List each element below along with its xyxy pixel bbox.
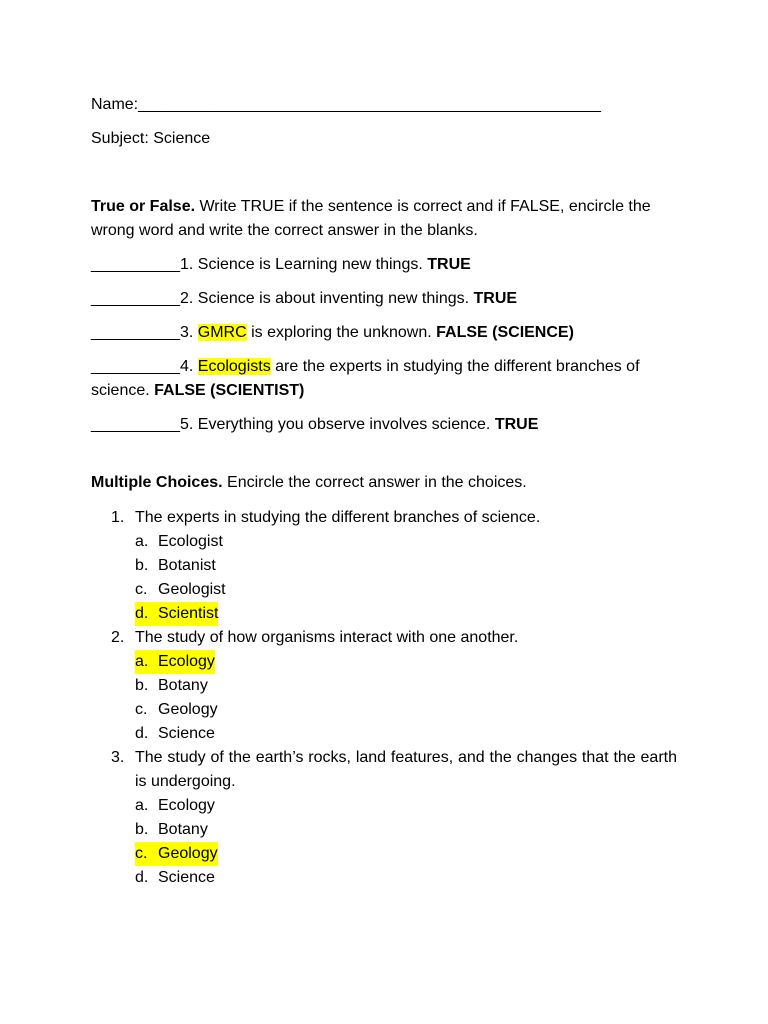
option-highlighted — [91, 650, 677, 674]
item-answer: FALSE (SCIENTIST) — [154, 382, 305, 399]
true-false-list — [91, 253, 677, 437]
item-text: Everything you observe involves science. — [193, 416, 495, 433]
item-answer: FALSE (SCIENCE) — [436, 324, 574, 341]
true-false-instructions — [91, 195, 677, 243]
answer-blank: __________ — [91, 290, 180, 307]
option-text: Botany — [158, 677, 208, 694]
true-false-instruction-text: Write TRUE if the sentence is correct and if FALSE, encircle the wrong word and write the correct answer in the blanks. — [91, 198, 651, 239]
option — [91, 866, 677, 890]
item-answer: TRUE — [494, 416, 539, 433]
question-number-cell — [91, 746, 135, 794]
true-false-item — [91, 413, 677, 437]
question-text: The experts in studying the different branches of science. — [135, 509, 541, 526]
true-false-item — [91, 321, 677, 345]
option-letter: c. — [135, 842, 158, 866]
name-line — [91, 93, 677, 117]
item-number: 1. — [179, 256, 194, 273]
name-label: Name: — [91, 96, 139, 113]
section-spacer — [91, 447, 677, 471]
option-text: Botanist — [158, 557, 216, 574]
option-letter: c. — [135, 701, 148, 718]
multiple-choice-title: Multiple Choices. — [91, 474, 223, 491]
question-number: 1. — [111, 509, 125, 526]
option-text: Botany — [158, 821, 208, 838]
option — [91, 578, 677, 602]
option — [91, 530, 677, 554]
option-text: Science — [158, 725, 215, 742]
option-text: Ecologist — [158, 533, 223, 550]
worksheet-content — [91, 93, 677, 890]
question-text: The study of the earth’s rocks, land features, and the changes that the earth is undergoing. — [135, 749, 677, 790]
option-letter: a. — [135, 533, 149, 550]
option-text: Scientist — [158, 602, 218, 626]
option-text: Geology — [158, 842, 218, 866]
multiple-choice-instructions — [91, 471, 677, 495]
option-letter: b. — [135, 557, 149, 574]
true-false-title: True or False. — [91, 198, 196, 215]
true-false-item — [91, 355, 677, 403]
item-number: 4. — [179, 358, 194, 375]
option — [91, 722, 677, 746]
item-text-continued: is exploring the unknown. — [246, 324, 437, 341]
question-number-cell — [91, 506, 135, 530]
option-letter: a. — [135, 650, 158, 674]
option-highlighted — [91, 842, 677, 866]
option-letter: d. — [135, 869, 149, 886]
option-letter: d. — [135, 602, 158, 626]
option — [91, 698, 677, 722]
highlighted-word: GMRC — [197, 324, 247, 341]
question-row — [91, 746, 677, 794]
option — [91, 554, 677, 578]
highlighted-word: Ecologists — [197, 358, 271, 375]
option-text: Science — [158, 869, 215, 886]
true-false-item — [91, 287, 677, 311]
question-row — [91, 506, 677, 530]
option-letter: a. — [135, 797, 149, 814]
item-text: Science is about inventing new things. — [193, 290, 474, 307]
option-letter: b. — [135, 677, 149, 694]
option-highlighted — [91, 602, 677, 626]
option-text: Ecology — [158, 650, 215, 674]
option-letter: d. — [135, 725, 149, 742]
option-text: Ecology — [158, 797, 215, 814]
item-number: 3. — [179, 324, 194, 341]
answer-blank: __________ — [91, 358, 180, 375]
item-text: Science is Learning new things. — [193, 256, 428, 273]
item-answer: TRUE — [427, 256, 471, 273]
question-number: 3. — [111, 749, 125, 766]
question-row — [91, 626, 677, 650]
option-text: Geology — [158, 701, 218, 718]
multiple-choice-list — [91, 506, 677, 890]
answer-blank: __________ — [91, 324, 180, 341]
multiple-choice-instruction-text: Encircle the correct answer in the choices. — [222, 474, 527, 491]
question-number: 2. — [111, 629, 125, 646]
subject-line: Subject: Science — [91, 130, 211, 147]
item-answer: TRUE — [473, 290, 518, 307]
option — [91, 794, 677, 818]
item-number: 5. — [179, 416, 194, 433]
option-letter: c. — [135, 581, 148, 598]
answer-blank: __________ — [91, 256, 180, 273]
option — [91, 674, 677, 698]
true-false-item — [91, 253, 677, 277]
option-text: Geologist — [158, 581, 226, 598]
option — [91, 818, 677, 842]
option-letter: b. — [135, 821, 149, 838]
item-text-continued: are the experts in studying the different branches of science. — [91, 358, 640, 399]
question-text: The study of how organisms interact with one another. — [135, 629, 519, 646]
item-number: 2. — [179, 290, 194, 307]
name-blank: ____________________________________________________ — [138, 96, 601, 113]
question-number-cell — [91, 626, 135, 650]
answer-blank: __________ — [91, 416, 180, 433]
